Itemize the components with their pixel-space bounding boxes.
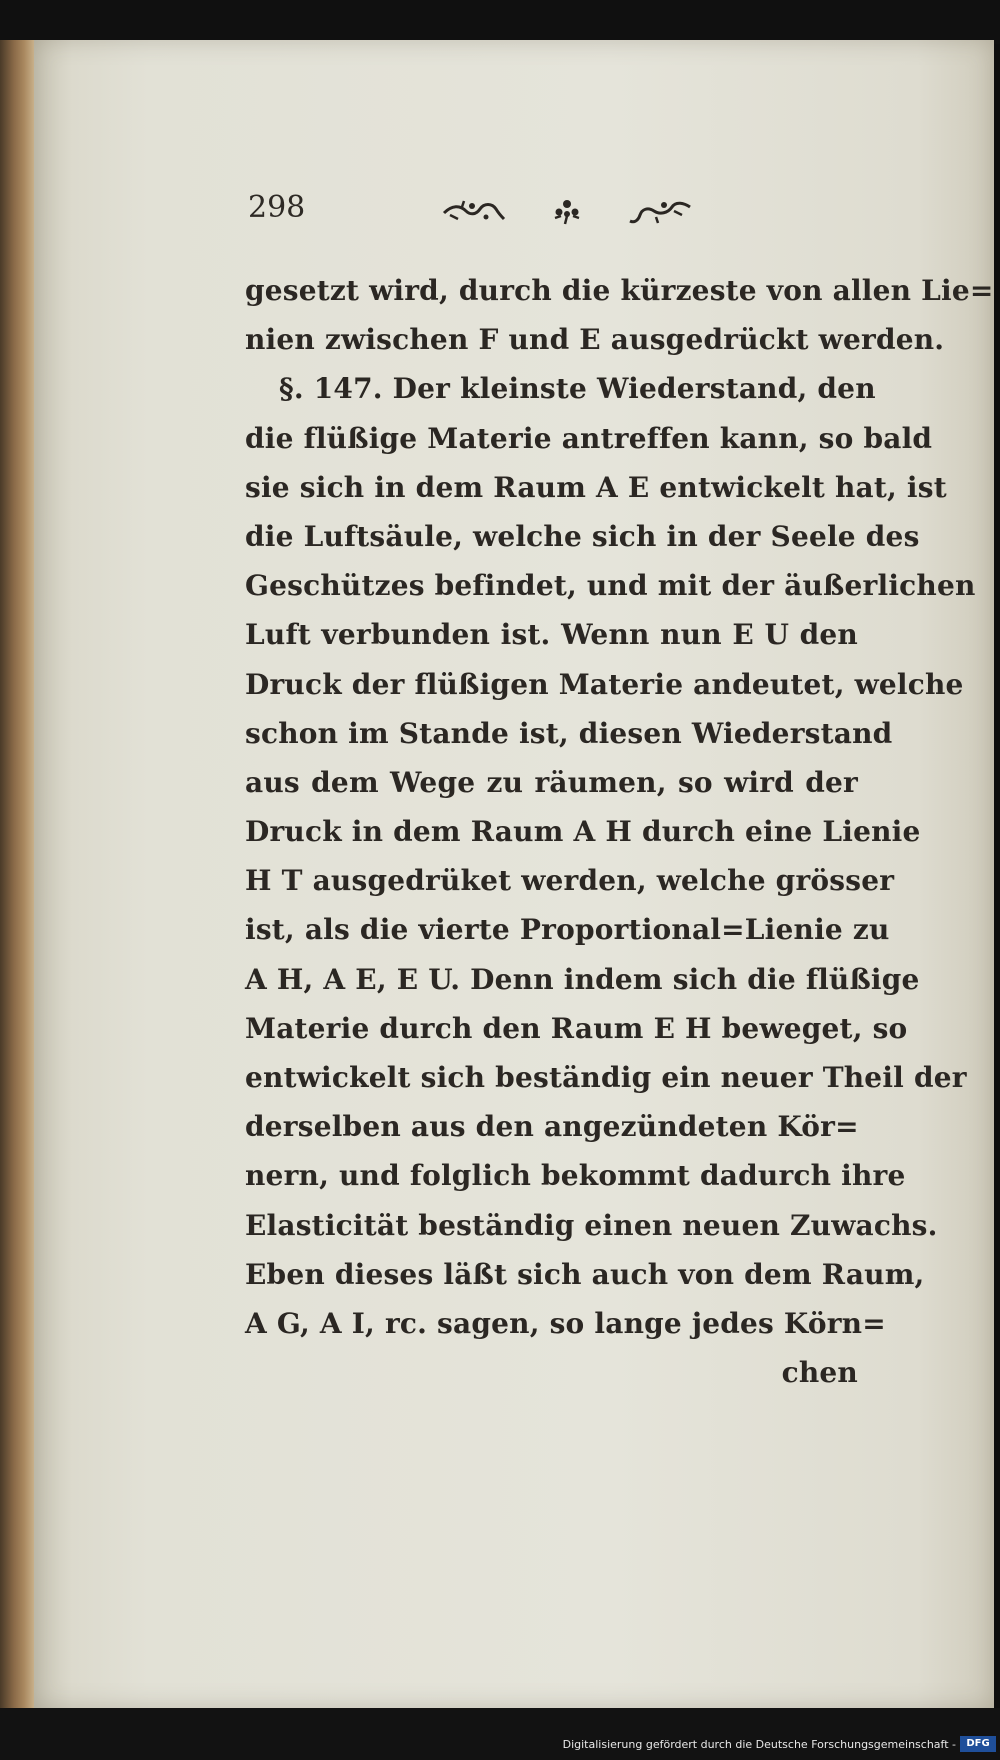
text-line: gesetzt wird, durch die kürzeste von allen Lie= xyxy=(245,274,994,307)
text-line: Eben dieses läßt sich auch von dem Raum, xyxy=(245,1257,925,1291)
text-line: H T ausgedrüket werden, welche grösser xyxy=(245,864,895,898)
text-line: nern, und folglich bekommt dadurch ihre xyxy=(245,1159,906,1193)
text-line: ist, als die vierte Proportional=Lienie zu xyxy=(245,913,890,947)
text-line: Geschützes befindet, und mit der äußerlichen xyxy=(245,569,976,603)
text-line: Luft verbunden ist. Wenn nun E U den xyxy=(245,618,858,652)
catchword: chen xyxy=(781,1356,858,1390)
text-line: die flüßige Materie antreffen kann, so bald xyxy=(245,421,933,455)
page-header xyxy=(208,190,768,240)
ornament-right-icon xyxy=(628,197,692,227)
text-line: schon im Stande ist, diesen Wiederstand xyxy=(245,716,893,750)
section-heading-line: §. 147. Der kleinste Wiederstand, den xyxy=(279,372,876,406)
header-ornaments xyxy=(442,192,692,232)
text-line: sie sich in dem Raum A E entwickelt hat, ist xyxy=(245,470,947,504)
text-line: A G, A I, rc. sagen, so lange jedes Körn= xyxy=(245,1306,886,1340)
text-line: A H, A E, E U. Denn indem sich die flüßige xyxy=(245,962,920,996)
text-line: aus dem Wege zu räumen, so wird der xyxy=(245,765,858,799)
text-line: Druck in dem Raum A H durch eine Lienie xyxy=(245,815,921,849)
text-line: Materie durch den Raum E H beweget, so xyxy=(245,1011,908,1045)
dfg-logo: DFG xyxy=(960,1736,996,1752)
scan-bottom-border xyxy=(0,1708,1000,1760)
text-line: nien zwischen F und E ausgedrückt werden. xyxy=(245,323,945,357)
text-line: derselben aus den angezündeten Kör= xyxy=(245,1110,859,1144)
digitization-credit: Digitalisierung gefördert durch die Deutsche Forschungsgemeinschaft - xyxy=(562,1738,956,1751)
ornament-center-icon xyxy=(549,196,585,228)
body-text xyxy=(245,266,994,1397)
text-line: Druck der flüßigen Materie andeutet, welche xyxy=(245,667,964,701)
text-line: Elasticität beständig einen neuen Zuwachs. xyxy=(245,1208,938,1242)
ornament-left-icon xyxy=(442,197,506,227)
text-line: entwickelt sich beständig ein neuer Theil der xyxy=(245,1061,967,1094)
page-number: 298 xyxy=(248,190,306,225)
text-line: die Luftsäule, welche sich in der Seele des xyxy=(245,519,920,553)
scan-top-border xyxy=(0,0,1000,44)
